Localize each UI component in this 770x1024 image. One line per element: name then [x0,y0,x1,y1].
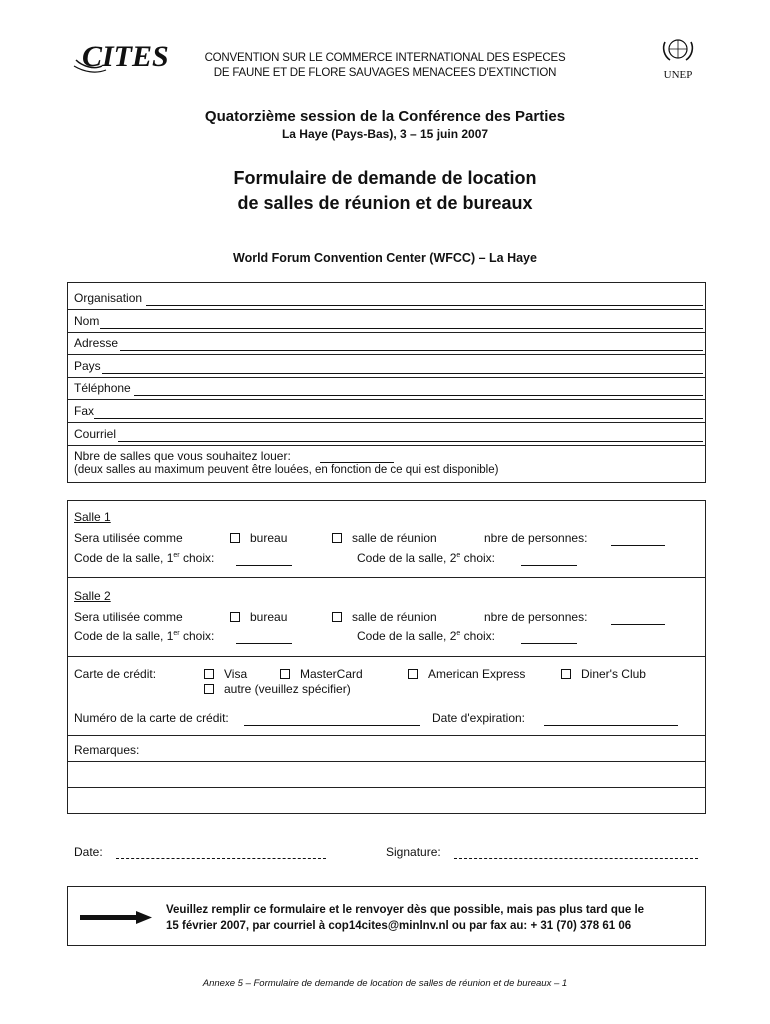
salle1-bureau-checkbox[interactable] [230,533,240,543]
pays-label: Pays [74,359,101,373]
credit-card-label: Carte de crédit: [74,667,157,681]
salle2-personnes-field[interactable] [611,624,665,625]
unep-logo-text: UNEP [663,69,693,81]
venue-title: World Forum Convention Center (WFCC) – La Haye [233,251,537,265]
form-title-line-2: de salles de réunion et de bureaux [237,193,533,213]
salle2-personnes-label: nbre de personnes: [484,610,588,624]
salle2-code1-suffix: choix: [179,629,215,643]
salle2-code1-sup: er [173,630,180,637]
signature-label: Signature: [386,845,441,859]
other-card-option[interactable] [204,682,351,696]
salle1-reunion-label: salle de réunion [352,531,437,545]
notice-line-2: 15 février 2007, par courriel à cop14cites@minlnv.nl ou par fax au: + 31 (70) 378 61 06 [166,920,632,932]
fax-label: Fax [74,404,95,418]
salle2-reunion-option[interactable] [332,610,437,624]
salle1-code1-field[interactable] [236,565,292,566]
cites-logo-text: CITES [82,40,169,73]
diners-option[interactable] [561,667,646,681]
salle2-bureau-checkbox[interactable] [230,612,240,622]
salle1-reunion-option[interactable] [332,531,437,545]
fax-field[interactable] [94,418,703,419]
signature-field[interactable] [454,858,698,859]
nbre-salles-field[interactable] [320,462,394,463]
visa-option[interactable] [204,667,247,681]
telephone-field[interactable] [134,395,703,396]
page-footer: Annexe 5 – Formulaire de demande de location de salles de réunion et de bureaux – 1 [202,978,568,989]
nbre-salles-label: Nbre de salles que vous souhaitez louer: [74,449,291,463]
salle2-code2-suffix: choix: [460,629,495,643]
salle1-code1-suffix: choix: [179,551,215,565]
salle2-reunion-label: salle de réunion [352,610,437,624]
nom-label: Nom [74,314,100,328]
salle2-code1-text: Code de la salle, 1 [74,629,174,643]
salle2-title: Salle 2 [74,589,111,603]
visa-checkbox[interactable] [204,669,214,679]
un-wreath-icon [656,34,700,66]
mastercard-checkbox[interactable] [280,669,290,679]
date-label: Date: [74,845,103,859]
expiration-label: Date d'expiration: [432,711,526,725]
notice-line-1: Veuillez remplir ce formulaire et le renvoyer dès que possible, mais pas plus tard que le [166,904,645,916]
salle2-code1-field[interactable] [236,643,292,644]
courriel-field[interactable] [118,441,703,442]
nom-field[interactable] [100,328,703,329]
contact-box [67,282,706,483]
salle1-personnes-field[interactable] [611,545,665,546]
salle1-code2-field[interactable] [521,565,577,566]
amex-option[interactable] [408,667,525,681]
salle1-reunion-checkbox[interactable] [332,533,342,543]
organisation-field[interactable] [146,305,703,306]
card-number-field[interactable] [244,725,420,726]
salle2-bureau-label: bureau [250,610,288,624]
salle1-code2-suffix: choix: [460,551,495,565]
unep-logo [656,34,700,81]
rooms-box [67,500,706,814]
diners-label: Diner's Club [581,667,646,681]
other-card-label: autre (veuillez spécifier) [224,682,351,696]
salle2-code2-field[interactable] [521,643,577,644]
session-subtitle: La Haye (Pays-Bas), 3 – 15 juin 2007 [281,127,489,141]
salle1-code1-sup: er [173,552,180,559]
pays-field[interactable] [102,373,703,374]
salle2-bureau-option[interactable] [230,610,287,624]
salle2-reunion-checkbox[interactable] [332,612,342,622]
amex-checkbox[interactable] [408,669,418,679]
telephone-label: Téléphone [74,381,131,395]
mastercard-label: MasterCard [300,667,363,681]
date-field[interactable] [116,858,326,859]
form-title-line-1: Formulaire de demande de location [233,168,537,188]
nbre-salles-note: (deux salles au maximum peuvent être louées, en fonction de ce qui est disponible) [74,464,499,476]
salle2-usage-label: Sera utilisée comme [74,610,183,624]
diners-checkbox[interactable] [561,669,571,679]
salle2-code2-label [357,629,495,643]
salle1-bureau-option[interactable] [230,531,287,545]
salle1-personnes-label: nbre de personnes: [484,531,588,545]
organisation-label: Organisation [74,291,143,305]
remarks-label: Remarques: [74,743,140,757]
salle2-code1-label [74,629,214,643]
salle1-title: Salle 1 [74,510,111,524]
session-title: Quatorzième session de la Conférence des Parties [204,108,566,125]
other-card-checkbox[interactable] [204,684,214,694]
arrow-right-icon [80,911,152,930]
salle1-bureau-label: bureau [250,531,288,545]
salle2-code2-text: Code de la salle, 2 [357,629,457,643]
salle1-code2-text: Code de la salle, 2 [357,551,457,565]
mastercard-option[interactable] [280,667,363,681]
convention-line-2: DE FAUNE ET DE FLORE SAUVAGES MENACEES D'EXTINCTION [213,67,557,79]
expiration-field[interactable] [544,725,678,726]
adresse-field[interactable] [120,350,703,351]
remarks-line-1[interactable] [68,762,705,787]
salle1-code1-text: Code de la salle, 1 [74,551,174,565]
salle2-code2-sup: e [456,630,461,637]
card-number-label: Numéro de la carte de crédit: [74,711,229,725]
convention-line-1: CONVENTION SUR LE COMMERCE INTERNATIONAL DES ESPECES [204,52,566,64]
amex-label: American Express [428,667,526,681]
courriel-label: Courriel [74,427,117,441]
salle1-code2-sup: e [456,552,461,559]
adresse-label: Adresse [74,336,119,350]
salle1-code1-label [74,551,214,565]
salle1-usage-label: Sera utilisée comme [74,531,183,545]
visa-label: Visa [224,667,248,681]
salle1-code2-label [357,551,495,565]
remarks-line-2[interactable] [68,788,705,813]
notice-box [67,886,706,946]
